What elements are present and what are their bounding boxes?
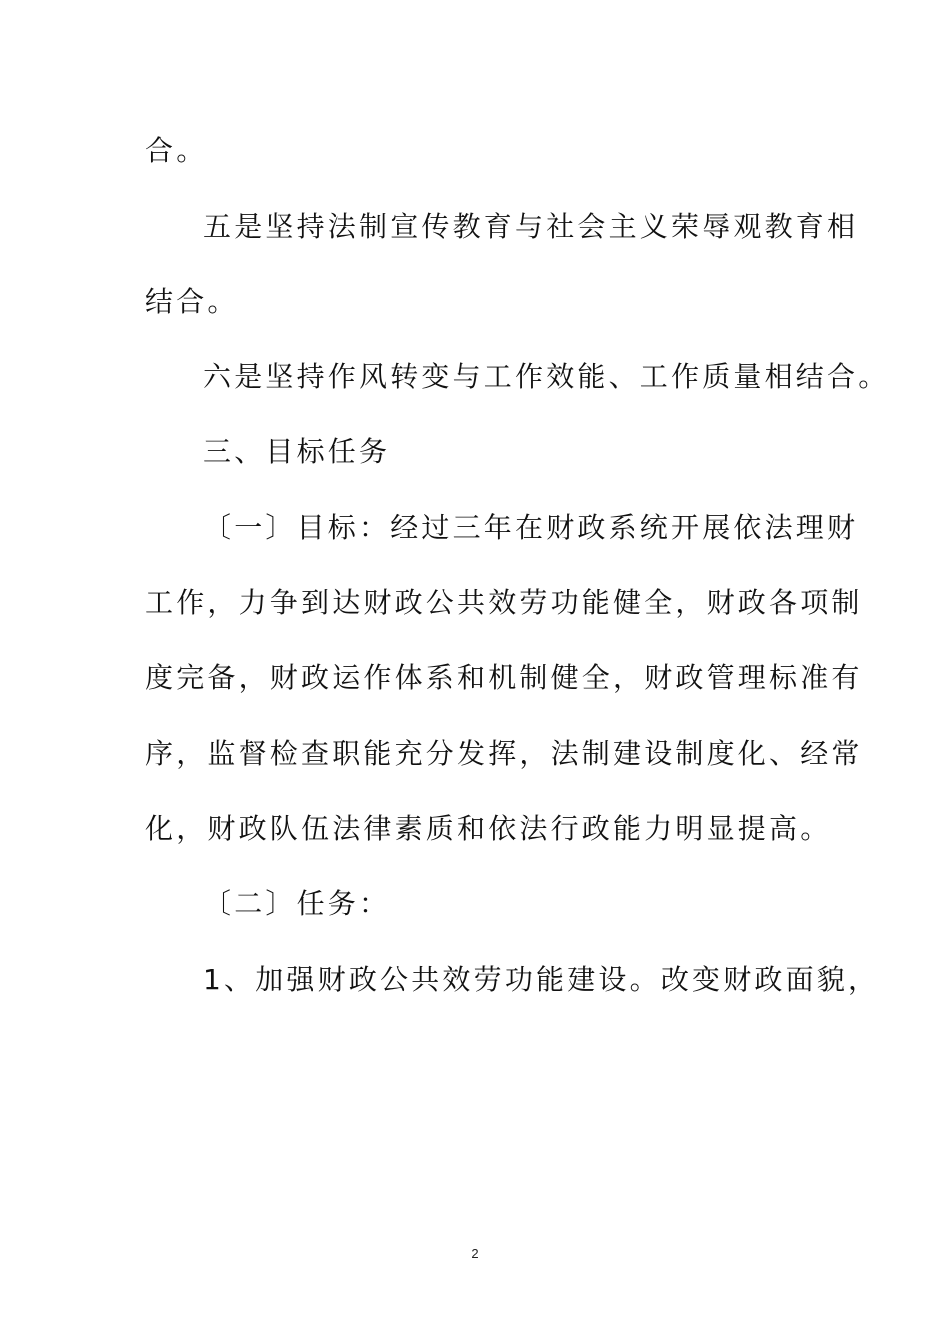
text-line-12: 1、加强财政公共效劳功能建设。改变财政面貌，	[203, 963, 880, 996]
text-line-9: 序，监督检查职能充分发挥，法制建设制度化、经常	[145, 737, 863, 770]
text-line-8: 度完备，财政运作体系和机制健全，财政管理标准有	[145, 661, 863, 694]
text-line-2: 五是坚持法制宣传教育与社会主义荣辱观教育相	[203, 210, 859, 243]
section-heading: 三、目标任务	[203, 435, 391, 468]
text-line-7: 工作，力争到达财政公共效劳功能健全，财政各项制	[145, 586, 863, 619]
text-line-6: 〔一〕目标：经过三年在财政系统开展依法理财	[203, 511, 859, 544]
page-number: 2	[471, 1246, 479, 1261]
text-line-4: 六是坚持作风转变与工作效能、工作质量相结合。	[203, 360, 890, 393]
text-line-10: 化，财政队伍法律素质和依法行政能力明显提高。	[145, 812, 832, 845]
text-line-1: 合。	[145, 134, 208, 167]
text-line-3: 结合。	[145, 285, 239, 318]
subsection-heading: 〔二〕任务：	[203, 887, 391, 920]
